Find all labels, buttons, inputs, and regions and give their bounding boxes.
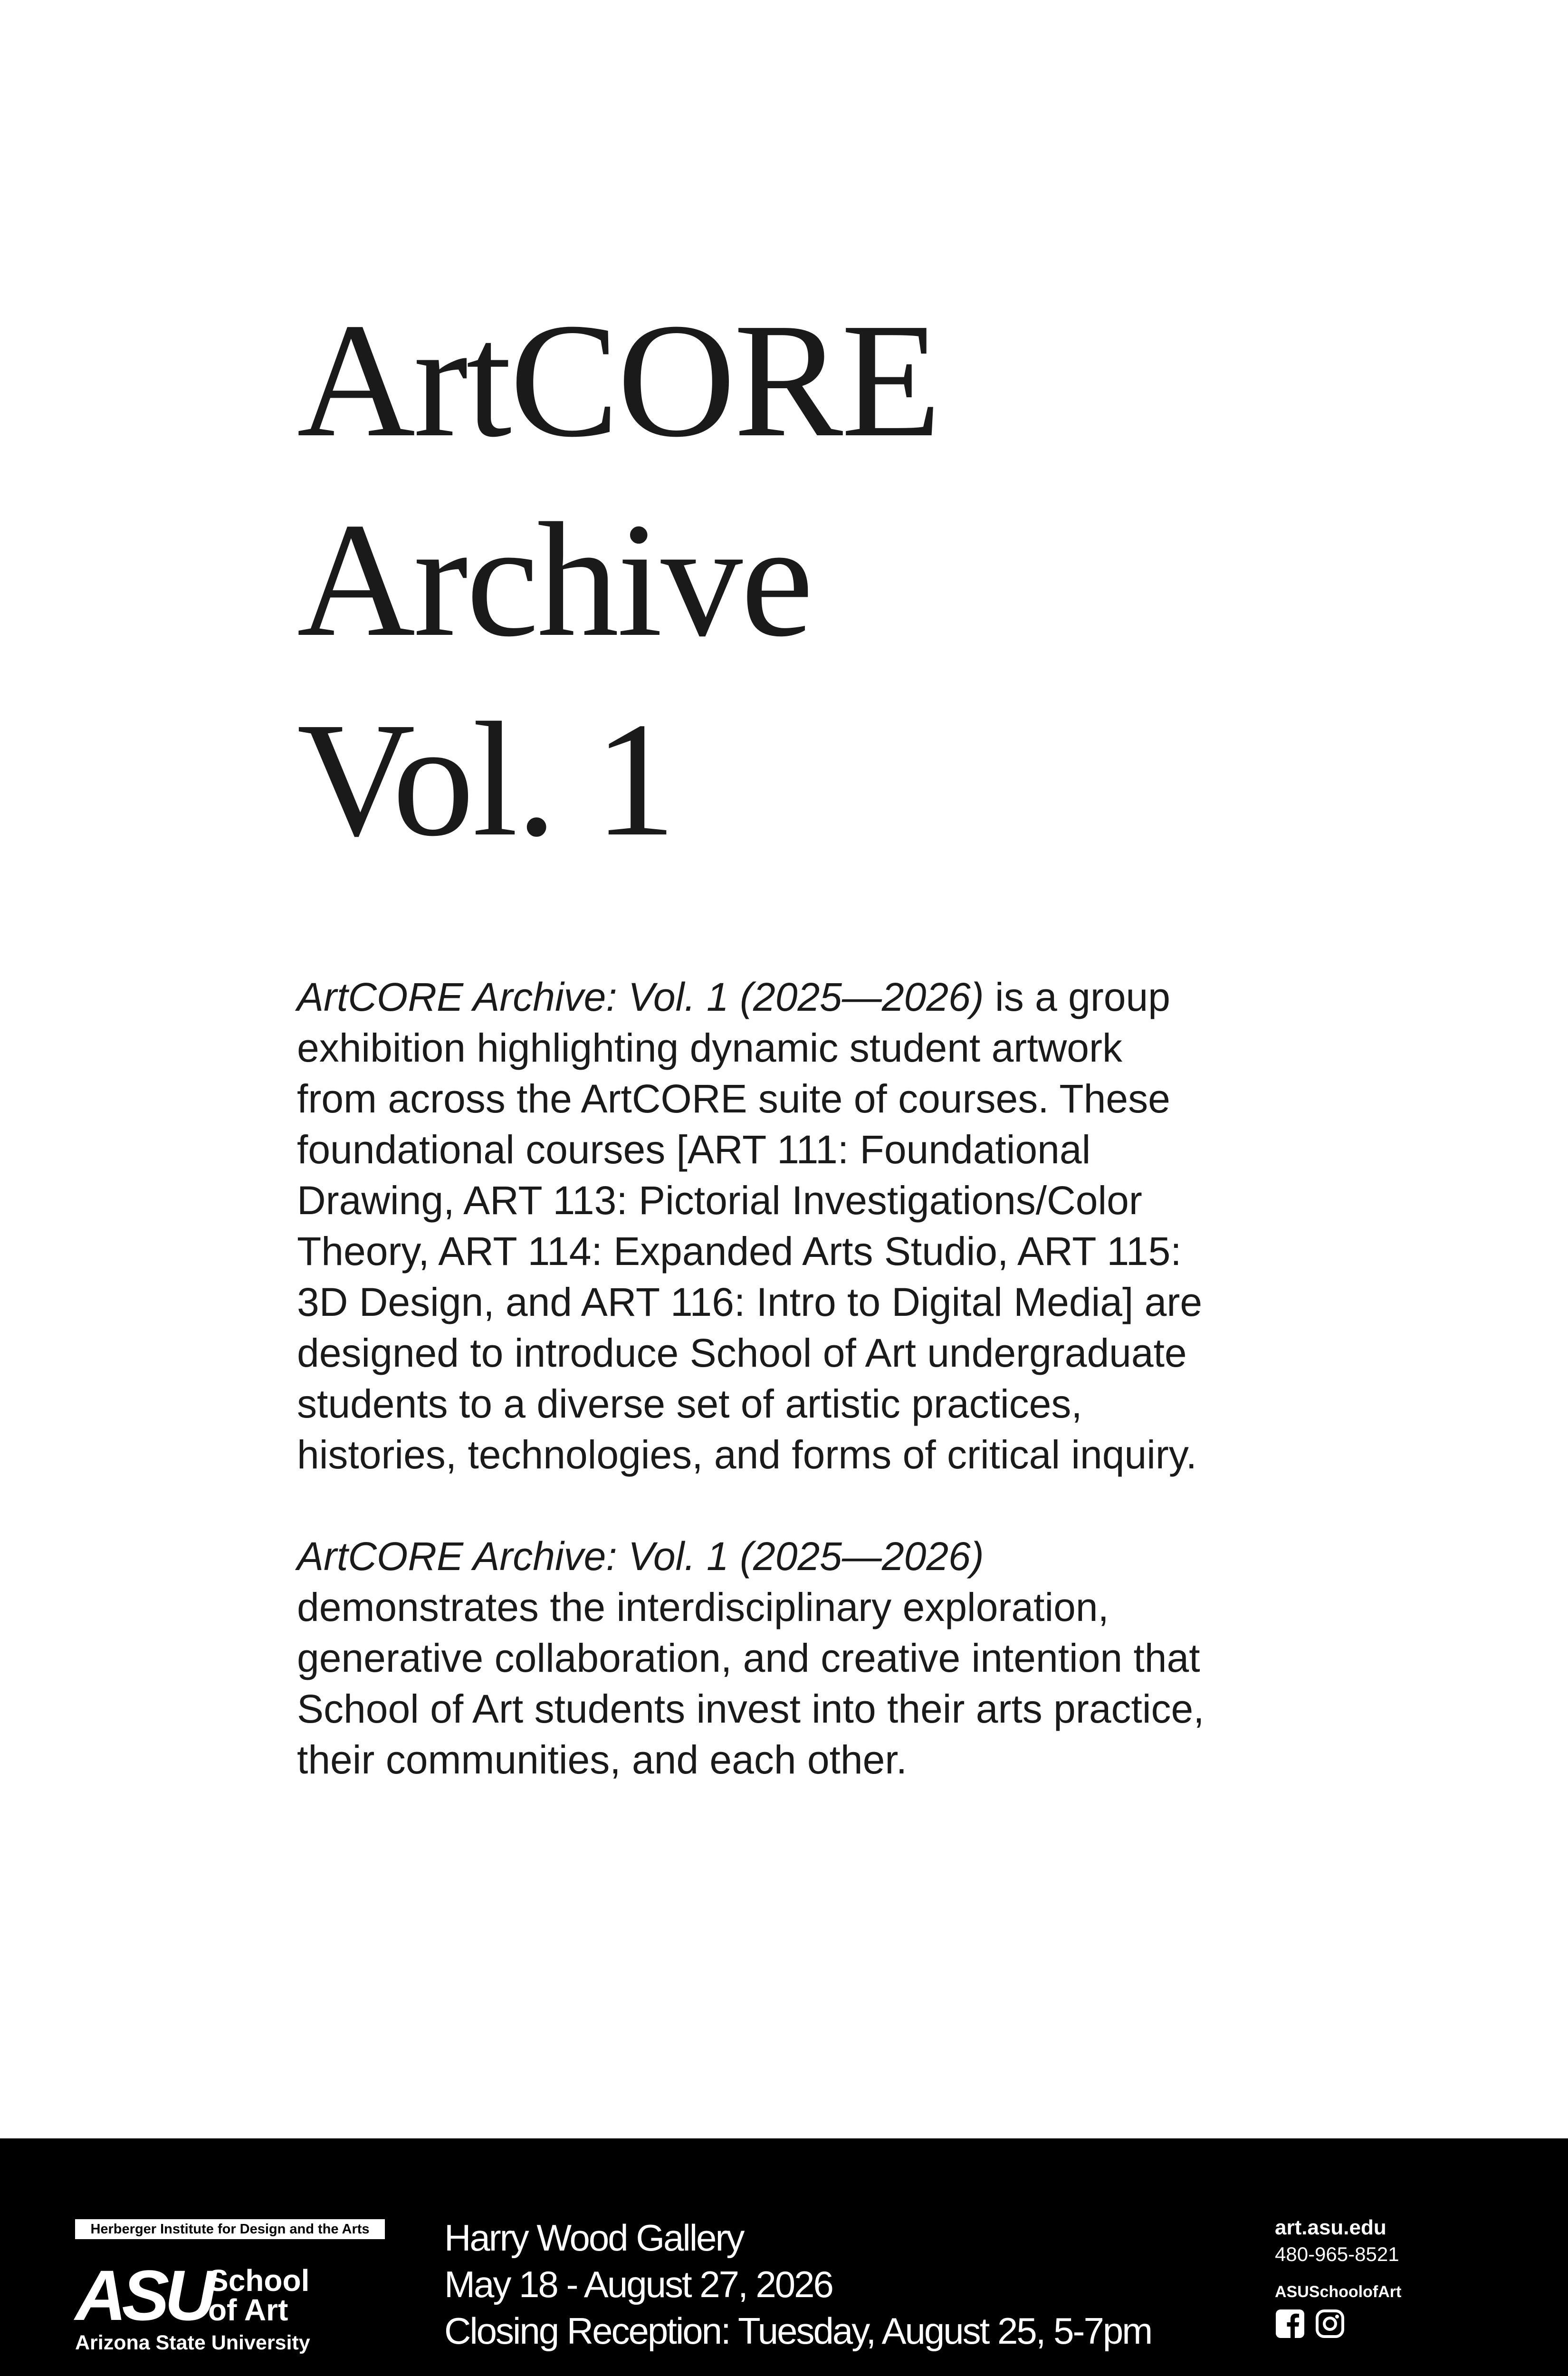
phone-number: 480-965-8521 [1275, 2243, 1399, 2265]
exhibition-title-italic: ArtCORE Archive: Vol. 1 (2025—2026) [297, 975, 984, 1019]
paragraph-line-rest: is a group [984, 975, 1170, 1019]
description-paragraph-2 [297, 1531, 1295, 1785]
title-line-2: Archive [297, 489, 812, 671]
social-icons [1275, 2309, 1401, 2339]
paragraph-line: their communities, and each other. [297, 1737, 908, 1782]
paragraph-line: from across the ArtCORE suite of courses. These [297, 1076, 1170, 1121]
gallery-name: Harry Wood Gallery [444, 2217, 744, 2259]
poster-title [297, 280, 939, 879]
paragraph-line: demonstrates the interdisciplinary exploration, [297, 1585, 1109, 1629]
closing-reception: Closing Reception: Tuesday, August 25, 5-7pm [444, 2310, 1152, 2352]
paragraph-line: designed to introduce School of Art undergraduate [297, 1331, 1187, 1375]
paragraph-line: School of Art students invest into their arts practice, [297, 1686, 1205, 1731]
school-name-line: of Art [208, 2293, 288, 2327]
instagram-icon[interactable] [1315, 2309, 1345, 2339]
description-paragraph-1 [297, 972, 1295, 1480]
title-line-3: Vol. 1 [297, 689, 675, 870]
website-link[interactable]: art.asu.edu [1275, 2216, 1386, 2239]
exhibition-dates: May 18 - August 27, 2026 [444, 2263, 832, 2305]
paragraph-line: 3D Design, and ART 116: Intro to Digital Media] are [297, 1280, 1203, 1324]
asu-logo: ASU [75, 2255, 211, 2335]
paragraph-line: exhibition highlighting dynamic student artwork [297, 1025, 1122, 1070]
title-line-1: ArtCORE [297, 289, 939, 471]
paragraph-line: foundational courses [ART 111: Foundational [297, 1127, 1091, 1172]
paragraph-line [297, 1531, 1295, 1582]
herberger-institute-label: Herberger Institute for Design and the Arts [75, 2219, 385, 2239]
footer-bar [0, 2138, 1568, 2376]
paragraph-line: Drawing, ART 113: Pictorial Investigations/Color [297, 1178, 1142, 1223]
university-name: Arizona State University [75, 2331, 310, 2354]
exhibition-title-italic: ArtCORE Archive: Vol. 1 (2025—2026) [297, 1534, 984, 1579]
school-name-line: School [208, 2263, 310, 2298]
paragraph-line [297, 972, 1295, 1023]
school-of-art-name [208, 2263, 310, 2327]
paragraph-line: histories, technologies, and forms of critical inquiry. [297, 1432, 1197, 1477]
event-details [444, 2214, 1151, 2354]
exhibition-description [297, 972, 1295, 1785]
contact-info [1275, 2214, 1401, 2339]
paragraph-line: generative collaboration, and creative intention that [297, 1636, 1200, 1680]
paragraph-line: Theory, ART 114: Expanded Arts Studio, ART 115: [297, 1229, 1182, 1274]
social-handle: ASUSchoolofArt [1275, 2283, 1402, 2301]
paragraph-line: students to a diverse set of artistic practices, [297, 1381, 1082, 1426]
facebook-icon[interactable] [1275, 2309, 1305, 2339]
